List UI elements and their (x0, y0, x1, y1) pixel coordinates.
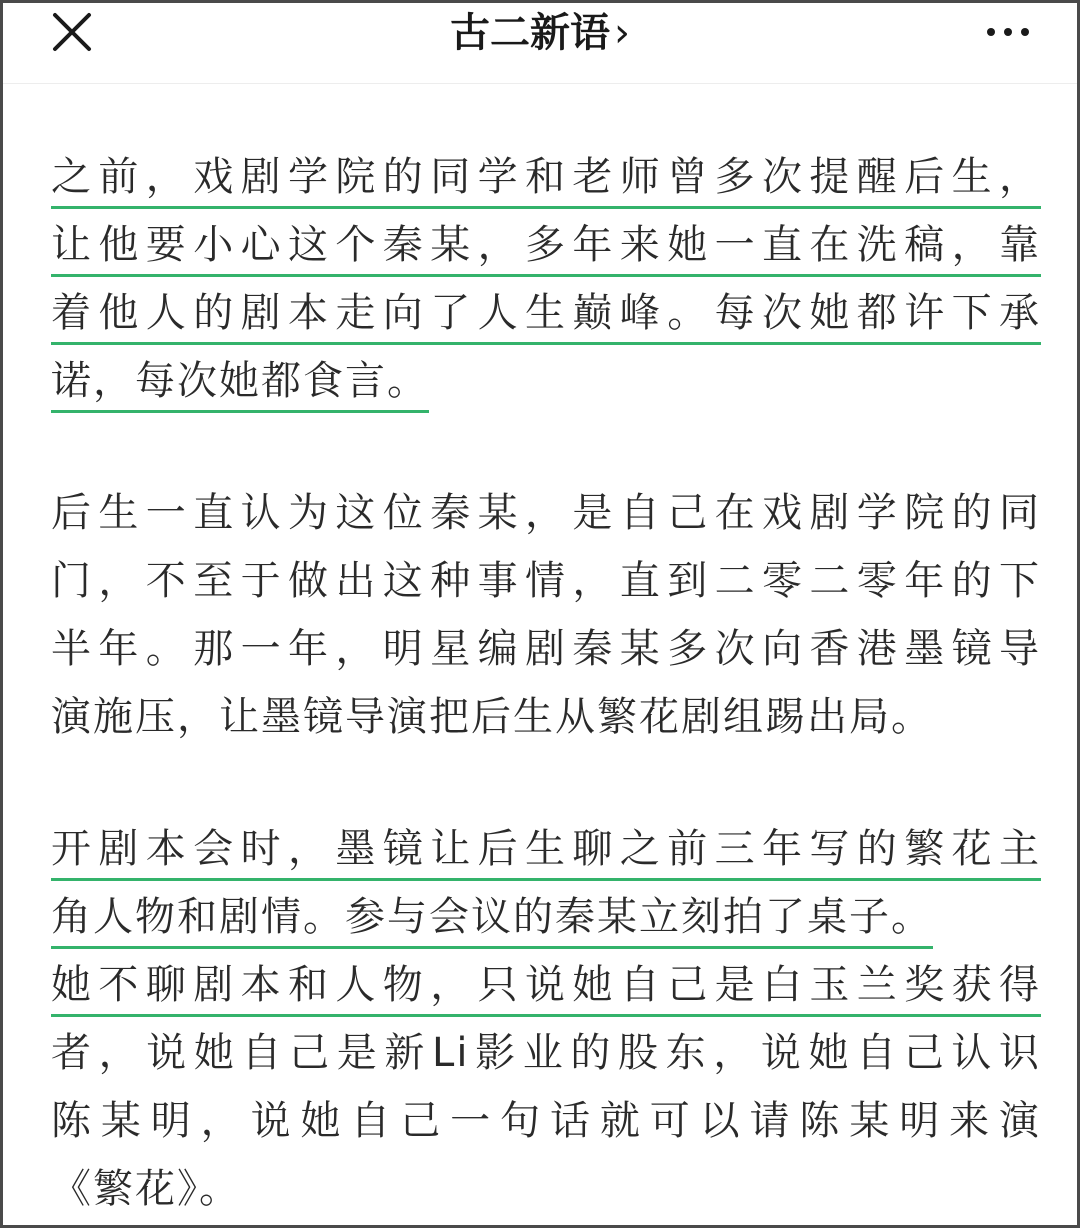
text-line (51, 883, 1041, 951)
highlighted-text: 着他人的剧本走向了人生巅峰。每次她都许下承 (51, 290, 1041, 345)
text-line (51, 211, 1041, 279)
chevron-right-icon[interactable]: › (614, 10, 630, 56)
article-body (51, 143, 1041, 1228)
text-line (51, 347, 1041, 415)
nav-bar (3, 3, 1077, 84)
highlighted-text: 她不聊剧本和人物，只说她自己是白玉兰奖获得 (51, 962, 1041, 1017)
account-name[interactable]: 古二新语 (450, 10, 610, 56)
text-line: 门，不至于做出这种事情，直到二零二零年的下 (51, 558, 1041, 604)
paragraph-2 (51, 479, 1041, 751)
text-line (51, 143, 1041, 211)
paragraph-1 (51, 143, 1041, 415)
text-line (51, 279, 1041, 347)
highlighted-text: 者，说她自己是新Li影业的股东，说她自己认识 (51, 1030, 1041, 1076)
highlighted-text: 角人物和剧情。参与会议的秦某立刻拍了桌子。 (51, 894, 933, 949)
account-title[interactable] (3, 7, 1077, 59)
highlighted-text: 诺，每次她都食言。 (51, 358, 429, 413)
text-line: 半年。那一年，明星编剧秦某多次向香港墨镜导 (51, 626, 1041, 672)
highlighted-text: 让他要小心这个秦某，多年来她一直在洗稿，靠 (51, 222, 1041, 277)
paragraph-3 (51, 815, 1041, 1223)
more-icon (983, 17, 1033, 47)
highlighted-text: 之前，戏剧学院的同学和老师曾多次提醒后生， (51, 154, 1041, 209)
text-line: 后生一直认为这位秦某，是自己在戏剧学院的同 (51, 490, 1041, 536)
more-button[interactable] (983, 17, 1033, 47)
text-line: 演施压，让墨镜导演把后生从繁花剧组踢出局。 (51, 694, 933, 740)
text-line (51, 951, 1041, 1019)
text-line (51, 1019, 1041, 1087)
text-line (51, 815, 1041, 883)
text-line: 陈某明，说她自己一句话就可以请陈某明来演 (51, 1098, 1041, 1144)
text-line: 《繁花》。 (51, 1166, 241, 1212)
highlighted-text: 开剧本会时，墨镜让后生聊之前三年写的繁花主 (51, 826, 1041, 881)
